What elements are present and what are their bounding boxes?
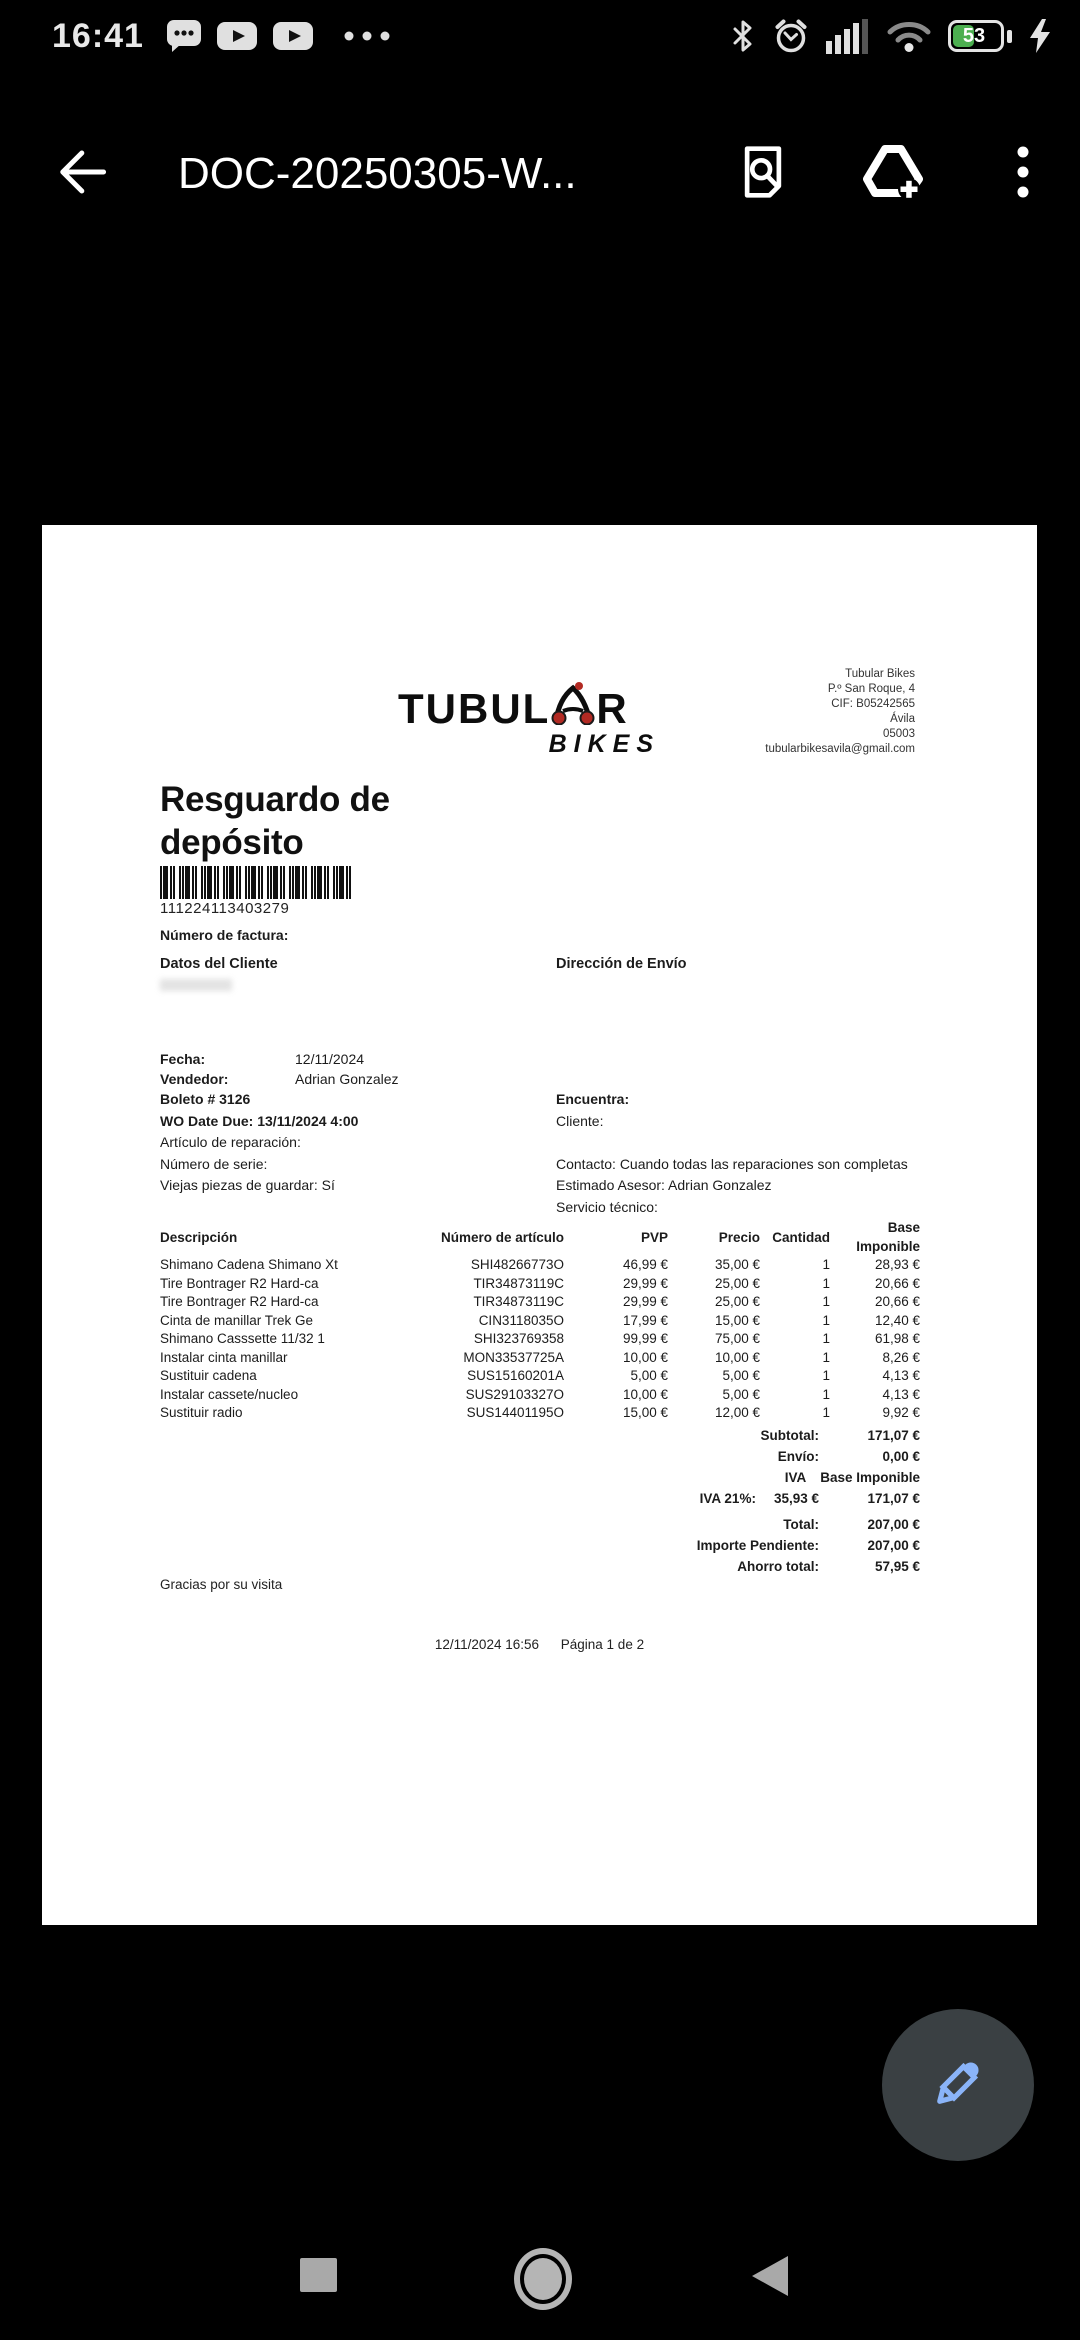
totals-row [160, 1535, 920, 1556]
table-cell: 5,00 € [630, 1368, 668, 1383]
work-order-left [160, 1197, 556, 1219]
work-order-right: Contacto: Cuando todas las reparaciones son completas [556, 1155, 908, 1172]
table-cell: 15,00 € [622, 1405, 668, 1420]
clock: 16:41 [52, 16, 144, 55]
table-cell: Tire Bontrager R2 Hard-ca [160, 1294, 319, 1309]
work-order-row [160, 1132, 920, 1154]
document-viewer[interactable] [0, 220, 1080, 2110]
table-cell: 99,99 € [622, 1331, 668, 1346]
work-order-row [160, 1197, 920, 1219]
edit-pencil-icon [927, 2052, 989, 2119]
overflow-menu-button[interactable] [992, 143, 1054, 205]
document-page [42, 525, 1037, 1925]
vendedor-row [160, 1069, 920, 1089]
table-cell: TIR34873119C [473, 1275, 564, 1291]
company-info-line: CIF: B05242565 [831, 698, 915, 710]
work-order-right: Encuentra: [556, 1091, 630, 1107]
table-header-cell: PVP [640, 1229, 668, 1245]
fecha-label: Fecha: [160, 1051, 206, 1067]
table-row [160, 1293, 920, 1312]
table-header-cell: Descripción [160, 1229, 238, 1245]
invoice-number-label: Número de factura: [160, 927, 289, 943]
document-title: DOC-20250305-W... [178, 149, 577, 198]
chat-notification-icon [166, 19, 202, 53]
totals-mid-value: IVA [784, 1469, 807, 1485]
work-order-right: Servicio técnico: [556, 1198, 658, 1215]
status-bar [0, 0, 1080, 72]
find-in-page-icon [735, 142, 791, 207]
table-cell: Cinta de manillar Trek Ge [160, 1312, 314, 1328]
table-cell: SHI323769358 [473, 1331, 564, 1346]
work-order-right: Estimado Asesor: Adrian Gonzalez [556, 1177, 772, 1193]
table-row [160, 1330, 920, 1349]
document-content [160, 778, 920, 1592]
logo-text-tubul: TUBUL [398, 685, 551, 732]
shipping-section-label: Dirección de Envío [556, 956, 687, 972]
totals-row [160, 1488, 920, 1509]
company-info-line: Tubular Bikes [845, 668, 915, 680]
meta-block [160, 1049, 920, 1089]
company-info-line: tubularbikesavila@gmail.com [765, 743, 915, 755]
work-order-row [160, 1154, 920, 1176]
table-header-row [160, 1218, 920, 1256]
table-cell: MON33537725A [463, 1349, 564, 1365]
totals-row [160, 1556, 920, 1577]
work-order-left: Boleto # 3126 [160, 1091, 251, 1107]
edit-fab-button[interactable] [882, 2009, 1034, 2161]
table-cell: 5,00 € [722, 1386, 760, 1402]
table-row [160, 1349, 920, 1368]
table-cell: Instalar cinta manillar [160, 1349, 288, 1365]
vendedor-value: Adrian Gonzalez [295, 1071, 399, 1087]
table-header-cell: Base Imponible [856, 1220, 920, 1254]
table-cell: 1 [822, 1386, 830, 1402]
totals-label: IVA 21%: [699, 1490, 756, 1506]
footer-page-info: Página 1 de 2 [560, 1637, 645, 1652]
totals-value: 207,00 € [867, 1516, 920, 1532]
totals-row [160, 1467, 920, 1488]
bluetooth-icon [730, 19, 756, 53]
totals-mid-value: 35,93 € [773, 1490, 819, 1506]
barcode-number: 111224113403279 [160, 900, 290, 917]
table-cell: 75,00 € [714, 1331, 760, 1346]
totals-row [160, 1446, 920, 1467]
client-section-label: Datos del Cliente [160, 956, 278, 972]
totals-row [160, 1425, 920, 1446]
table-cell: 28,93 € [874, 1257, 920, 1272]
back-arrow-icon [51, 143, 109, 206]
receipt-title: Resguardo de depósito [160, 780, 390, 862]
table-cell: 9,92 € [882, 1405, 920, 1420]
table-cell: 1 [822, 1294, 830, 1309]
table-cell: SUS29103327O [465, 1386, 564, 1402]
table-cell: Shimano Casssette 11/32 1 [160, 1331, 325, 1346]
totals-label: Ahorro total: [737, 1558, 819, 1574]
vendedor-label: Vendedor: [160, 1071, 229, 1087]
work-order-row [160, 1175, 920, 1197]
table-cell: 5,00 € [722, 1368, 760, 1383]
table-cell: 1 [822, 1275, 830, 1291]
table-cell: 29,99 € [622, 1275, 668, 1291]
table-cell: SUS14401195O [466, 1405, 564, 1420]
totals-value: 57,95 € [874, 1558, 920, 1574]
items-table [160, 1218, 920, 1423]
table-cell: 29,99 € [622, 1294, 668, 1309]
cell-signal-icon [826, 18, 870, 54]
totals-label: Envío: [777, 1448, 819, 1464]
work-order-row [160, 1089, 920, 1111]
table-cell: 46,99 € [622, 1257, 668, 1272]
totals-value: 207,00 € [867, 1537, 920, 1553]
recents-button[interactable] [300, 2258, 337, 2292]
work-order-left: Número de serie: [160, 1155, 268, 1172]
work-order-left: Viejas piezas de guardar: Sí [160, 1177, 335, 1193]
table-cell: 25,00 € [714, 1294, 760, 1309]
battery-percent: 53 [962, 25, 986, 47]
work-order-right [556, 1132, 920, 1154]
totals-row [160, 1514, 920, 1535]
tubular-bikes-logo [398, 681, 664, 759]
table-cell: Sustituir radio [160, 1405, 243, 1420]
battery-indicator [948, 20, 1012, 52]
thanks-message: Gracias por su visita [160, 1576, 283, 1592]
home-icon [524, 2258, 562, 2300]
redacted-client-text [160, 979, 232, 991]
table-row [160, 1275, 920, 1294]
work-order-left: Artículo de reparación: [160, 1134, 301, 1150]
fecha-row [160, 1049, 920, 1069]
table-cell: 1 [822, 1349, 830, 1365]
work-order-block [160, 1089, 920, 1218]
table-cell: 20,66 € [874, 1294, 920, 1309]
company-info-block [765, 667, 915, 757]
logo-text-r: R [596, 685, 629, 732]
table-cell: 10,00 € [622, 1386, 668, 1402]
totals-value: 171,07 € [867, 1427, 920, 1443]
charging-bolt-icon [1028, 19, 1052, 53]
table-cell: Shimano Cadena Shimano Xt [160, 1257, 338, 1272]
table-cell: 61,98 € [874, 1331, 920, 1346]
table-cell: CIN3118035O [478, 1312, 564, 1328]
table-cell: 8,26 € [882, 1349, 920, 1365]
overflow-menu-icon [1017, 146, 1029, 203]
table-cell: 1 [822, 1331, 830, 1346]
table-cell: Sustituir cadena [160, 1368, 257, 1383]
table-cell: 35,00 € [714, 1257, 760, 1272]
table-header-cell: Precio [718, 1229, 760, 1245]
logo-bike-a-icon [551, 681, 595, 731]
work-order-row [160, 1111, 920, 1133]
battery-icon [948, 20, 1004, 52]
address-headers-row [160, 956, 920, 972]
add-to-drive-button[interactable] [862, 143, 924, 205]
find-in-page-button[interactable] [732, 143, 794, 205]
table-cell: Instalar cassete/nucleo [160, 1386, 299, 1402]
table-cell: 12,00 € [714, 1405, 760, 1420]
alarm-icon [772, 17, 810, 55]
barcode [160, 866, 352, 899]
table-cell: 10,00 € [622, 1349, 668, 1365]
table-cell: TIR34873119C [473, 1294, 564, 1309]
table-cell: 4,13 € [882, 1368, 920, 1383]
table-cell: SHI48266773O [470, 1257, 564, 1272]
totals-value: 0,00 € [882, 1448, 920, 1464]
totals-value: 171,07 € [867, 1490, 920, 1506]
table-cell: 12,40 € [874, 1312, 920, 1328]
nav-back-button[interactable] [752, 2256, 788, 2296]
table-cell: 1 [822, 1257, 830, 1272]
fecha-value: 12/11/2024 [295, 1051, 365, 1067]
table-cell: 10,00 € [714, 1349, 760, 1365]
totals-label: Importe Pendiente: [696, 1537, 819, 1553]
table-row [160, 1404, 920, 1423]
company-info-line: Ávila [890, 713, 915, 725]
table-row [160, 1386, 920, 1405]
table-row [160, 1256, 920, 1275]
totals-label: Subtotal: [760, 1427, 819, 1443]
table-cell: 1 [822, 1368, 830, 1383]
youtube-notification-icon [272, 21, 314, 51]
android-nav-bar [0, 2230, 1080, 2340]
battery-nub [1007, 30, 1012, 43]
totals-block [160, 1425, 920, 1577]
table-cell: 25,00 € [714, 1275, 760, 1291]
more-notifications-icon [344, 31, 390, 41]
page-footer [42, 1637, 1037, 1652]
work-order-left: WO Date Due: 13/11/2024 4:00 [160, 1112, 359, 1129]
add-to-drive-icon [863, 144, 923, 205]
table-cell: 20,66 € [874, 1275, 920, 1291]
work-order-right: Cliente: [556, 1112, 604, 1129]
back-button[interactable] [50, 144, 110, 204]
home-button[interactable] [514, 2248, 572, 2310]
totals-value: Base Imponible [820, 1469, 920, 1485]
table-cell: SUS15160201A [467, 1368, 564, 1383]
table-cell: 1 [822, 1405, 830, 1420]
footer-timestamp: 12/11/2024 16:56 [434, 1637, 539, 1652]
table-header-cell: Número de artículo [440, 1229, 564, 1245]
table-cell: 17,99 € [622, 1312, 668, 1328]
youtube-notification-icon [216, 21, 258, 51]
app-toolbar [0, 128, 1080, 220]
table-cell: Tire Bontrager R2 Hard-ca [160, 1275, 319, 1291]
company-info-line: P.º San Roque, 4 [827, 683, 915, 695]
table-cell: 4,13 € [882, 1386, 920, 1402]
logo-text-bikes: BIKES [548, 730, 660, 758]
table-row [160, 1367, 920, 1386]
table-cell: 1 [822, 1312, 830, 1328]
company-info-line: 05003 [883, 728, 915, 740]
totals-label: Total: [783, 1516, 819, 1532]
table-header-cell: Cantidad [772, 1229, 830, 1245]
table-cell: 15,00 € [714, 1312, 760, 1328]
wifi-icon [886, 19, 932, 53]
table-row [160, 1312, 920, 1331]
